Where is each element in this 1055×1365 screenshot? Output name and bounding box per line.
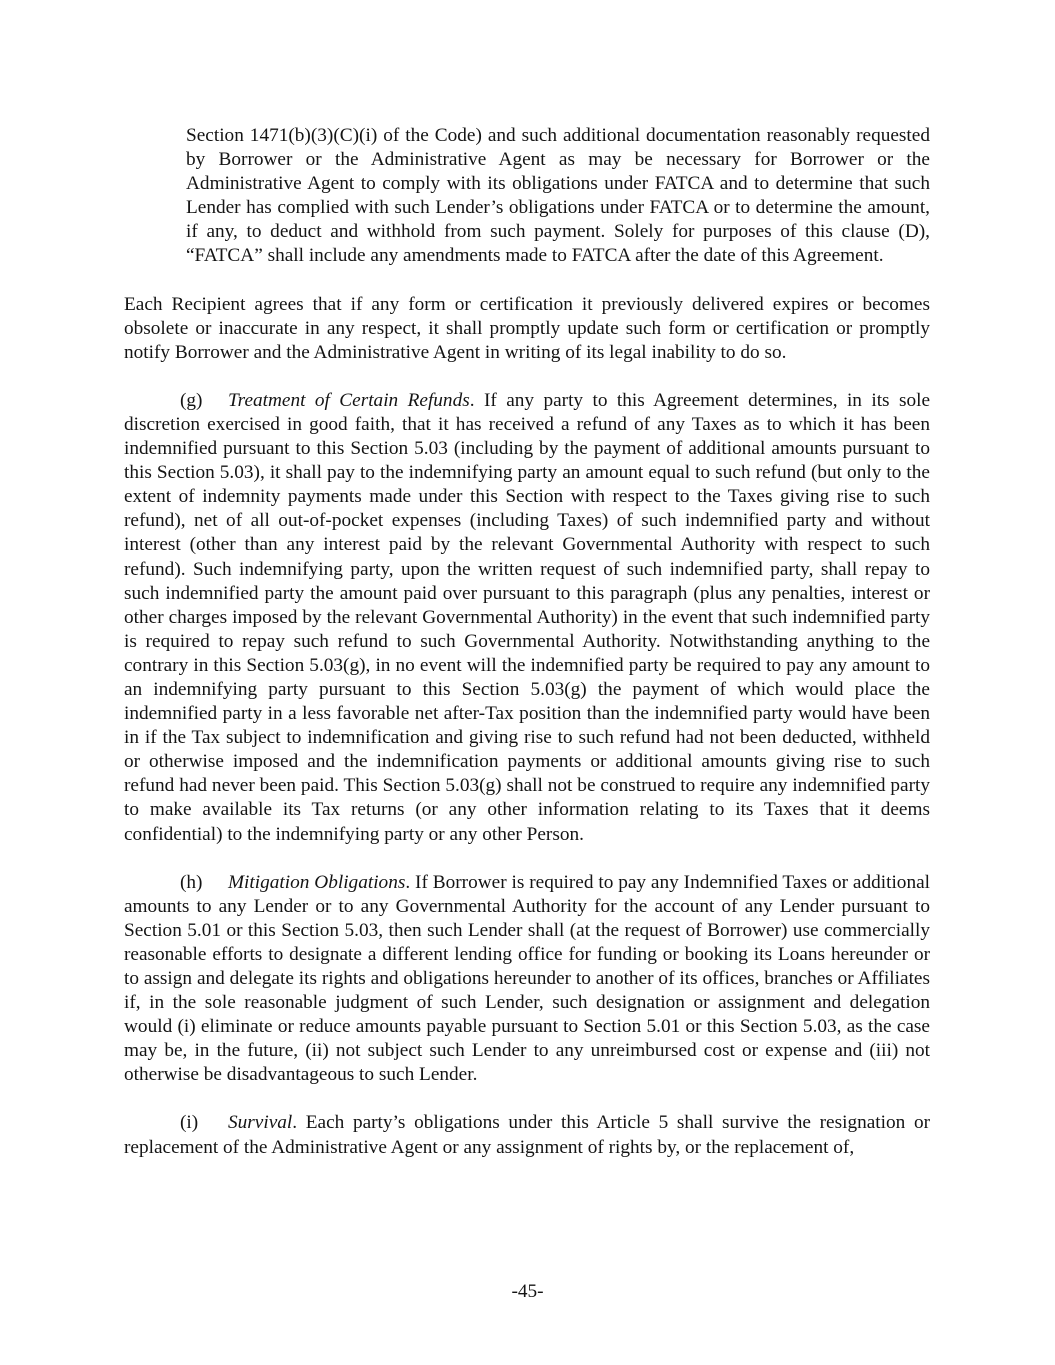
section-h-mitigation: (h) Mitigation Obligations. If Borrower is required to pay any Indemnified Taxes or additional amounts to any Lender or to any Governmental Authority for the account of any Lender pursuant to Section 5.01 or this Section 5.03, then such Lender shall (at the request of Borrower) use commercially reasonable efforts to designate a different lending office for funding or booking its Loans hereunder or to assign and delegate its rights and obligations hereunder to another of its offices, branches or Affiliates if, in the sole reasonable judgment of such Lender, such designation or assignment and delegation would (i) eliminate or reduce amounts payable pursuant to Section 5.01 or this Section 5.03, as the case may be, in the future, (ii) not subject such Lender to any unreimbursed cost or expense and (iii) not otherwise be disadvantageous to such Lender. [124,871,930,1086]
section-i-survival: (i) Survival. Each party’s obligations under this Article 5 shall survive the resignation or replacement of the Administrative Agent or any assignment of rights by, or the replacement of, [124,1112,931,1158]
section-h-marker: (h) [180,871,203,893]
section-g-heading: Treatment of Certain Refunds [228,389,470,411]
section-i-body: Each party’s obligations under this Article 5 shall survive the resignation or replacement of the Administrative Agent or any assignment of rights by, or the replacement of, [124,1112,931,1158]
recipient-update-paragraph: Each Recipient agrees that if any form or certification it previously delivered expires or becomes obsolete or inaccurate in any respect, it shall promptly update such form or certification or promptly notify Borrower and the Administrative Agent in writing of its legal inability to do so. [124,293,930,363]
paragraph-gap [124,847,930,871]
section-g-refunds: (g) Treatment of Certain Refunds. If any party to this Agreement determines, in its sole discretion exercised in good faith, that it has received a refund of any Taxes as to which it has been indemnified pursuant to this Section 5.03 (including by the payment of additional amounts pursuant to this Section 5.03), it shall pay to the indemnifying party an amount equal to such refund (but only to the extent of indemnity payments made under this Section with respect to the Taxes giving rise to such refund), net of all out-of-pocket expenses (including Taxes) of such indemnified party and without interest (other than any interest paid by the relevant Governmental Authority with respect to such refund). Such indemnifying party, upon the written request of such indemnified party, shall repay to such indemnified party the amount paid over pursuant to this paragraph (plus any penalties, interest or other charges imposed by the relevant Governmental Authority) in the event that such indemnified party is required to repay such refund to such Governmental Authority. Notwithstanding anything to the contrary in this Section 5.03(g), in no event will the indemnified party be required to pay any amount to an indemnifying party pursuant to this Section 5.03(g) the payment of which would place the indemnified party in a less favorable net after-Tax position than the indemnified party would have been in if the Tax subject to indemnification and giving rise to such refund had not been deducted, withheld or otherwise imposed and the indemnification payments or additional amounts giving rise to such refund had never been paid. This Section 5.03(g) shall not be construed to require any indemnified party to make available its Tax returns (or any other information relating to its Taxes that it deems confidential) to the indemnifying party or any other Person. [124,389,931,845]
section-i-marker: (i) [180,1112,199,1134]
section-g-marker: (g) [180,389,203,411]
page-number: -45- [511,1281,544,1302]
section-i-heading: Survival [228,1112,293,1134]
section-h-body: If Borrower is required to pay any Indemnified Taxes or additional amounts to any Lender or to any Governmental Authority for the account of any Lender pursuant to Section 5.01 or this Section 5.03, then such Lender shall (at the request of Borrower) use commercially reasonable efforts to designate a different lending office for funding or booking its Loans hereunder or to assign and delegate its rights and obligations hereunder to another of its offices, branches or Affiliates if, in the sole reasonable judgment of such Lender, such designation or assignment and delegation would (i) eliminate or reduce amounts payable pursuant to Section 5.01 or this Section 5.03, as the case may be, in the future, (ii) not subject such Lender to any unreimbursed cost or expense and (iii) not otherwise be disadvantageous to such Lender. [124,871,930,1086]
paragraph-gap [124,269,930,293]
section-h-heading: Mitigation Obligations [228,871,406,893]
document-page [124,124,930,1160]
paragraph-gap [124,1087,930,1111]
section-g-body: If any party to this Agreement determines, in its sole discretion exercised in good faith, that it has received a refund of any Taxes as to which it has been indemnified pursuant to this Section 5.03 (including by the payment of additional amounts pursuant to this Section 5.03), it shall pay to the indemnifying party an amount equal to such refund (but only to the extent of indemnity payments made under this Section with respect to the Taxes giving rise to such refund), net of all out-of-pocket expenses (including Taxes) of such indemnified party and without interest (other than any interest paid by the relevant Governmental Authority with respect to such refund). Such indemnifying party, upon the written request of such indemnified party, shall repay to such indemnified party the amount paid over pursuant to this paragraph (plus any penalties, interest or other charges imposed by the relevant Governmental Authority) in the event that such indemnified party is required to repay such refund to such Governmental Authority. Notwithstanding anything to the contrary in this Section 5.03(g), in no event will the indemnified party be required to pay any amount to an indemnifying party pursuant to this Section 5.03(g) the payment of which would place the indemnified party in a less favorable net after-Tax position than the indemnified party would have been in if the Tax subject to indemnification and giving rise to such refund had not been deducted, withheld or otherwise imposed and the indemnification payments or additional amounts giving rise to such refund had never been paid. This Section 5.03(g) shall not be construed to require any indemnified party to make available its Tax returns (or any other information relating to its Taxes that it deems confidential) to the indemnifying party or any other Person. [124,389,931,845]
fatca-clause-continuation: Section 1471(b)(3)(C)(i) of the Code) and such additional documentation reasonably requested by Borrower or the Administrative Agent as may be necessary for Borrower or the Administrative Agent to comply with its obligations under FATCA and to determine that such Lender has complied with such Lender’s obligations under FATCA or to determine the amount, if any, to deduct and withhold from such payment. Solely for purposes of this clause (D), “FATCA” shall include any amendments made to FATCA after the date of this Agreement. [186,125,930,267]
paragraph-gap [124,365,930,389]
